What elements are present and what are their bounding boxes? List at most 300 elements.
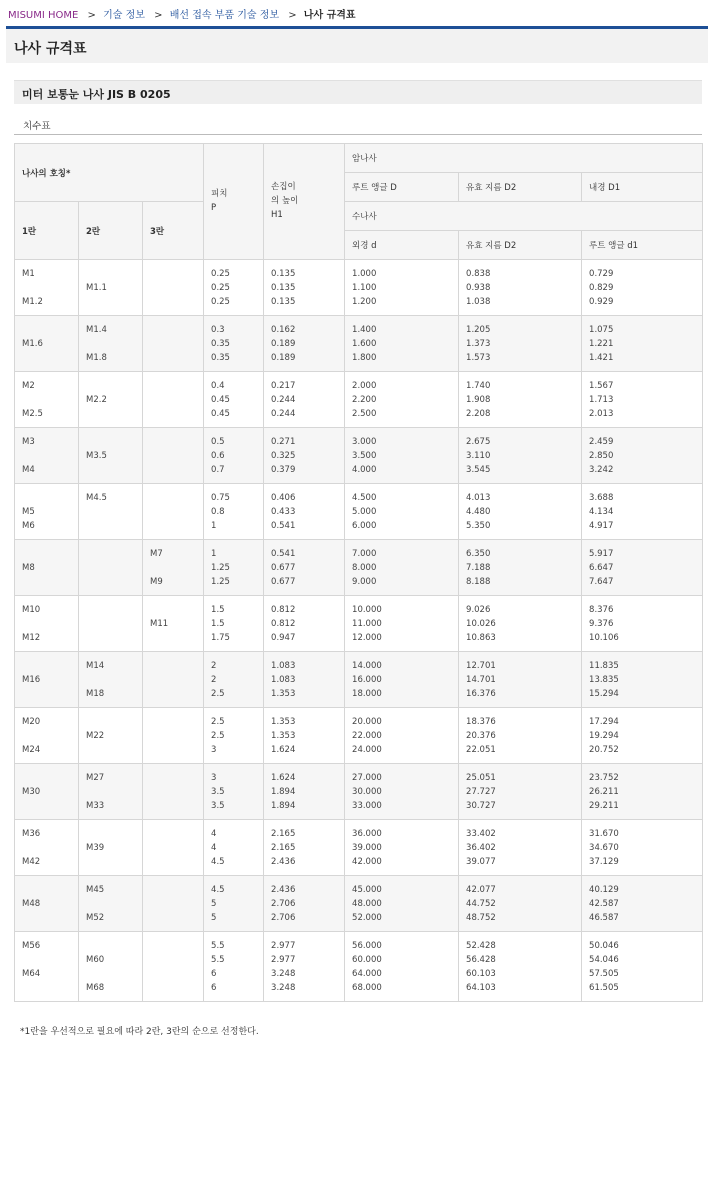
cell-value: M9: [150, 577, 163, 587]
col2-cell: [79, 876, 143, 932]
col2-cell: [79, 428, 143, 484]
cell-value: [86, 631, 142, 645]
cell-value: [150, 883, 203, 897]
cell-value: M10: [22, 605, 41, 615]
cell-value: [86, 743, 142, 757]
cell-value: 20.000: [352, 717, 382, 727]
cell-value: [22, 771, 78, 785]
cell-value: [150, 953, 203, 967]
cell-value: 13.835: [589, 675, 619, 685]
effective-diameter-cell: [459, 260, 582, 316]
cell-value: 45.000: [352, 885, 382, 895]
col2-cell: [79, 764, 143, 820]
col3-cell: [143, 596, 204, 652]
cell-value: 0.3: [211, 325, 225, 335]
cell-value: 0.135: [271, 283, 296, 293]
cell-value: [22, 953, 78, 967]
breadcrumb-link-tech-info[interactable]: 기술 정보: [103, 10, 145, 21]
cell-value: M1.2: [22, 297, 43, 307]
cell-value: 3.5: [211, 787, 225, 797]
cell-value: 30.000: [352, 787, 382, 797]
cell-value: 3.5: [211, 801, 225, 811]
cell-value: 6.000: [352, 521, 377, 531]
cell-value: M5: [22, 507, 35, 517]
cell-value: 1.740: [466, 381, 491, 391]
cell-value: 22.051: [466, 745, 496, 755]
cell-value: 48.000: [352, 899, 382, 909]
cell-value: M27: [86, 773, 105, 783]
cell-value: 1.600: [352, 339, 377, 349]
cell-value: M4.5: [86, 493, 107, 503]
outer-diameter-cell: [345, 652, 459, 708]
cell-value: M18: [86, 689, 105, 699]
cell-value: [150, 715, 203, 729]
cell-value: 31.670: [589, 829, 619, 839]
col2-header: 2란: [79, 202, 143, 260]
cell-value: 0.8: [211, 507, 225, 517]
cell-value: M56: [22, 941, 41, 951]
male-thread-header: 수나사: [345, 202, 703, 231]
col1-cell: [15, 484, 79, 540]
cell-value: 0.729: [589, 269, 614, 279]
cell-value: [150, 435, 203, 449]
cell-value: 68.000: [352, 983, 382, 993]
cell-value: 18.000: [352, 689, 382, 699]
root-diameter-cell: [582, 764, 703, 820]
table-row: [15, 596, 703, 652]
cell-value: [22, 883, 78, 897]
effective-diameter-cell: [459, 820, 582, 876]
cell-value: 1.083: [271, 675, 296, 685]
pitch-cell: [204, 652, 264, 708]
cell-value: [150, 967, 203, 981]
cell-value: [150, 449, 203, 463]
cell-value: M1.1: [86, 283, 107, 293]
cell-value: 54.046: [589, 955, 619, 965]
page-title-bar: [6, 26, 708, 63]
cell-value: 2.5: [211, 689, 225, 699]
cell-value: 0.829: [589, 283, 614, 293]
thread-name-header: 나사의 호칭*: [15, 144, 204, 202]
root-diameter-cell: [582, 596, 703, 652]
cell-value: 6: [211, 983, 217, 993]
cell-value: M64: [22, 969, 41, 979]
table-row: [15, 428, 703, 484]
root-diameter-cell: [582, 428, 703, 484]
cell-value: 3.500: [352, 451, 377, 461]
cell-value: 0.6: [211, 451, 225, 461]
breadcrumb-home-link[interactable]: MISUMI HOME: [8, 10, 79, 21]
outer-diameter-cell: [345, 540, 459, 596]
cell-value: M48: [22, 899, 41, 909]
pitch-cell: [204, 260, 264, 316]
cell-value: 1.353: [271, 731, 296, 741]
cell-value: [150, 673, 203, 687]
cell-value: 46.587: [589, 913, 619, 923]
cell-value: 1.205: [466, 325, 491, 335]
breadcrumb-separator: >: [87, 10, 96, 21]
col1-cell: [15, 372, 79, 428]
pitch-cell: [204, 372, 264, 428]
cell-value: 39.077: [466, 857, 496, 867]
col2-cell: [79, 932, 143, 1002]
cell-value: 2.165: [271, 829, 296, 839]
table-row: [15, 820, 703, 876]
cell-value: 1.200: [352, 297, 377, 307]
cell-value: M12: [22, 633, 41, 643]
cell-value: 1.624: [271, 773, 296, 783]
cell-value: 3.000: [352, 437, 377, 447]
table-row: [15, 876, 703, 932]
cell-value: [86, 561, 142, 575]
cell-value: M16: [22, 675, 41, 685]
cell-value: 42.077: [466, 885, 496, 895]
pitch-cell: [204, 596, 264, 652]
cell-value: [86, 967, 142, 981]
cell-value: [150, 729, 203, 743]
col1-cell: [15, 708, 79, 764]
outer-diameter-cell: [345, 484, 459, 540]
cell-value: M2.2: [86, 395, 107, 405]
col1-cell: [15, 764, 79, 820]
col2-cell: [79, 372, 143, 428]
height-cell: [264, 708, 345, 764]
height-header-line2: 의 높이: [271, 195, 299, 206]
outer-diameter-cell: [345, 932, 459, 1002]
cell-value: 3.248: [271, 983, 296, 993]
cell-value: 0.812: [271, 605, 296, 615]
col3-cell: [143, 876, 204, 932]
cell-value: [150, 743, 203, 757]
cell-value: 0.45: [211, 395, 230, 405]
cell-value: [86, 337, 142, 351]
table-row: [15, 260, 703, 316]
cell-value: 4.134: [589, 507, 614, 517]
cell-value: 2.208: [466, 409, 491, 419]
cell-value: 1.713: [589, 395, 614, 405]
cell-value: 7.647: [589, 577, 614, 587]
cell-value: M6: [22, 521, 35, 531]
height-cell: [264, 652, 345, 708]
cell-value: [150, 491, 203, 505]
pitch-cell: [204, 428, 264, 484]
height-cell: [264, 876, 345, 932]
cell-value: M36: [22, 829, 41, 839]
root-diameter-cell: [582, 372, 703, 428]
col2-cell: [79, 708, 143, 764]
cell-value: [150, 351, 203, 365]
cell-value: 60.000: [352, 955, 382, 965]
cell-value: 44.752: [466, 899, 496, 909]
cell-value: 2.200: [352, 395, 377, 405]
pitch-cell: [204, 540, 264, 596]
cell-value: [150, 631, 203, 645]
col1-cell: [15, 932, 79, 1002]
height-cell: [264, 428, 345, 484]
col1-cell: [15, 316, 79, 372]
effective-diameter-cell: [459, 932, 582, 1002]
cell-value: [150, 281, 203, 295]
cell-value: 0.541: [271, 521, 296, 531]
cell-value: [22, 687, 78, 701]
cell-value: 12.701: [466, 661, 496, 671]
table-row: [15, 764, 703, 820]
cell-value: 4.917: [589, 521, 614, 531]
cell-value: 8.000: [352, 563, 377, 573]
cell-value: M60: [86, 955, 105, 965]
cell-value: 12.000: [352, 633, 382, 643]
col1-cell: [15, 428, 79, 484]
cell-value: 30.727: [466, 801, 496, 811]
cell-value: 17.294: [589, 717, 619, 727]
cell-value: 3.688: [589, 493, 614, 503]
cell-value: 25.051: [466, 773, 496, 783]
cell-value: 8.188: [466, 577, 491, 587]
cell-value: 19.294: [589, 731, 619, 741]
col3-cell: [143, 708, 204, 764]
female-root-header: 루트 앵글 D: [345, 173, 459, 202]
cell-value: 2.500: [352, 409, 377, 419]
height-cell: [264, 820, 345, 876]
cell-value: 2: [211, 661, 217, 671]
cell-value: [150, 841, 203, 855]
cell-value: M1: [22, 269, 35, 279]
col1-cell: [15, 820, 79, 876]
cell-value: 0.244: [271, 409, 296, 419]
root-diameter-cell: [582, 932, 703, 1002]
cell-value: 3.242: [589, 465, 614, 475]
col3-cell: [143, 820, 204, 876]
table-row: [15, 932, 703, 1002]
cell-value: [86, 407, 142, 421]
cell-value: [86, 295, 142, 309]
cell-value: 3.248: [271, 969, 296, 979]
effective-diameter-cell: [459, 596, 582, 652]
thread-dimension-table: [14, 143, 703, 1002]
col2-cell: [79, 652, 143, 708]
outer-diameter-cell: [345, 372, 459, 428]
effective-diameter-cell: [459, 428, 582, 484]
root-diameter-cell: [582, 708, 703, 764]
cell-value: [22, 281, 78, 295]
cell-value: 2.675: [466, 437, 491, 447]
cell-value: 1.25: [211, 563, 230, 573]
cell-value: [150, 393, 203, 407]
cell-value: [22, 911, 78, 925]
cell-value: 1.624: [271, 745, 296, 755]
cell-value: 36.000: [352, 829, 382, 839]
height-cell: [264, 764, 345, 820]
cell-value: 2.436: [271, 885, 296, 895]
col3-header: 3란: [143, 202, 204, 260]
col2-cell: [79, 596, 143, 652]
cell-value: 2.5: [211, 731, 225, 741]
effective-diameter-cell: [459, 652, 582, 708]
pitch-cell: [204, 932, 264, 1002]
cell-value: 2: [211, 675, 217, 685]
cell-value: [150, 505, 203, 519]
cell-value: 29.211: [589, 801, 619, 811]
cell-value: 3.545: [466, 465, 491, 475]
cell-value: 23.752: [589, 773, 619, 783]
breadcrumb-link-wiring-tech-info[interactable]: 배선 접속 부품 기술 정보: [169, 10, 280, 21]
cell-value: [86, 785, 142, 799]
cell-value: 4.5: [211, 885, 225, 895]
cell-value: 3.110: [466, 451, 491, 461]
cell-value: 0.379: [271, 465, 296, 475]
cell-value: M22: [86, 731, 105, 741]
cell-value: 0.35: [211, 339, 230, 349]
root-diameter-cell: [582, 540, 703, 596]
cell-value: 20.752: [589, 745, 619, 755]
cell-value: M33: [86, 801, 105, 811]
cell-value: [86, 519, 142, 533]
cell-value: M7: [150, 549, 163, 559]
cell-value: 0.541: [271, 549, 296, 559]
female-minor-header: 내경 D1: [582, 173, 703, 202]
outer-diameter-cell: [345, 876, 459, 932]
cell-value: 56.000: [352, 941, 382, 951]
cell-value: [22, 799, 78, 813]
cell-value: 1.100: [352, 283, 377, 293]
cell-value: 50.046: [589, 941, 619, 951]
sub-heading-label: 치수표: [23, 121, 51, 132]
cell-value: 1.75: [211, 633, 230, 643]
cell-value: 1.800: [352, 353, 377, 363]
cell-value: 9.376: [589, 619, 614, 629]
male-root-header: 루트 앵글 d1: [582, 231, 703, 260]
cell-value: [22, 617, 78, 631]
cell-value: 15.294: [589, 689, 619, 699]
cell-value: 11.000: [352, 619, 382, 629]
col1-cell: [15, 540, 79, 596]
cell-value: 61.505: [589, 983, 619, 993]
cell-value: 42.000: [352, 857, 382, 867]
root-diameter-cell: [582, 652, 703, 708]
cell-value: 3: [211, 745, 217, 755]
cell-value: 0.938: [466, 283, 491, 293]
col1-cell: [15, 652, 79, 708]
effective-diameter-cell: [459, 540, 582, 596]
cell-value: 0.135: [271, 297, 296, 307]
height-cell: [264, 596, 345, 652]
cell-value: 2.000: [352, 381, 377, 391]
col3-cell: [143, 764, 204, 820]
cell-value: [86, 897, 142, 911]
cell-value: 64.000: [352, 969, 382, 979]
cell-value: 16.000: [352, 675, 382, 685]
root-diameter-cell: [582, 484, 703, 540]
cell-value: 10.863: [466, 633, 496, 643]
cell-value: M14: [86, 661, 105, 671]
cell-value: 0.25: [211, 269, 230, 279]
cell-value: [86, 505, 142, 519]
cell-value: 34.670: [589, 843, 619, 853]
cell-value: 4: [211, 843, 217, 853]
col2-cell: [79, 484, 143, 540]
cell-value: 2.5: [211, 717, 225, 727]
table-row: [15, 484, 703, 540]
cell-value: M20: [22, 717, 41, 727]
cell-value: [86, 379, 142, 393]
pitch-header-label: 피치: [211, 188, 228, 199]
cell-value: M39: [86, 843, 105, 853]
cell-value: 1: [211, 521, 217, 531]
cell-value: 4.500: [352, 493, 377, 503]
cell-value: 5: [211, 913, 217, 923]
cell-value: [86, 715, 142, 729]
breadcrumb-separator: >: [288, 10, 297, 21]
cell-value: [22, 547, 78, 561]
height-cell: [264, 372, 345, 428]
outer-diameter-cell: [345, 316, 459, 372]
cell-value: 6.647: [589, 563, 614, 573]
cell-value: 9.026: [466, 605, 491, 615]
cell-value: [86, 939, 142, 953]
cell-value: [150, 855, 203, 869]
cell-value: 5.350: [466, 521, 491, 531]
table-row: [15, 316, 703, 372]
cell-value: 2.436: [271, 857, 296, 867]
cell-value: 27.000: [352, 773, 382, 783]
cell-value: [150, 799, 203, 813]
cell-value: M24: [22, 745, 41, 755]
cell-value: 1.894: [271, 801, 296, 811]
pitch-header-symbol: P: [211, 202, 217, 213]
cell-value: [22, 491, 78, 505]
cell-value: 2.706: [271, 899, 296, 909]
cell-value: 0.35: [211, 353, 230, 363]
cell-value: M2.5: [22, 409, 43, 419]
cell-value: M45: [86, 885, 105, 895]
cell-value: 0.25: [211, 283, 230, 293]
cell-value: [22, 841, 78, 855]
cell-value: [150, 561, 203, 575]
cell-value: 3: [211, 773, 217, 783]
cell-value: [150, 687, 203, 701]
cell-value: 0.135: [271, 269, 296, 279]
cell-value: 0.812: [271, 619, 296, 629]
root-diameter-cell: [582, 260, 703, 316]
cell-value: 24.000: [352, 745, 382, 755]
cell-value: [150, 771, 203, 785]
cell-value: 0.4: [211, 381, 225, 391]
cell-value: [150, 911, 203, 925]
cell-value: M11: [150, 619, 169, 629]
cell-value: M4: [22, 465, 35, 475]
cell-value: 2.706: [271, 913, 296, 923]
cell-value: 1.5: [211, 619, 225, 629]
cell-value: 16.376: [466, 689, 496, 699]
cell-value: 10.026: [466, 619, 496, 629]
cell-value: 39.000: [352, 843, 382, 853]
cell-value: M1.6: [22, 339, 43, 349]
cell-value: [150, 785, 203, 799]
cell-value: 4.480: [466, 507, 491, 517]
table-row: [15, 652, 703, 708]
outer-diameter-cell: [345, 260, 459, 316]
table-row: [15, 540, 703, 596]
cell-value: M52: [86, 913, 105, 923]
cell-value: 1.373: [466, 339, 491, 349]
cell-value: [22, 351, 78, 365]
footnote: *1란을 우선적으로 필요에 따라 2란, 3란의 순으로 선정한다.: [20, 1027, 259, 1037]
col2-cell: [79, 540, 143, 596]
cell-value: 1.353: [271, 717, 296, 727]
cell-value: M68: [86, 983, 105, 993]
height-cell: [264, 260, 345, 316]
cell-value: 4: [211, 829, 217, 839]
